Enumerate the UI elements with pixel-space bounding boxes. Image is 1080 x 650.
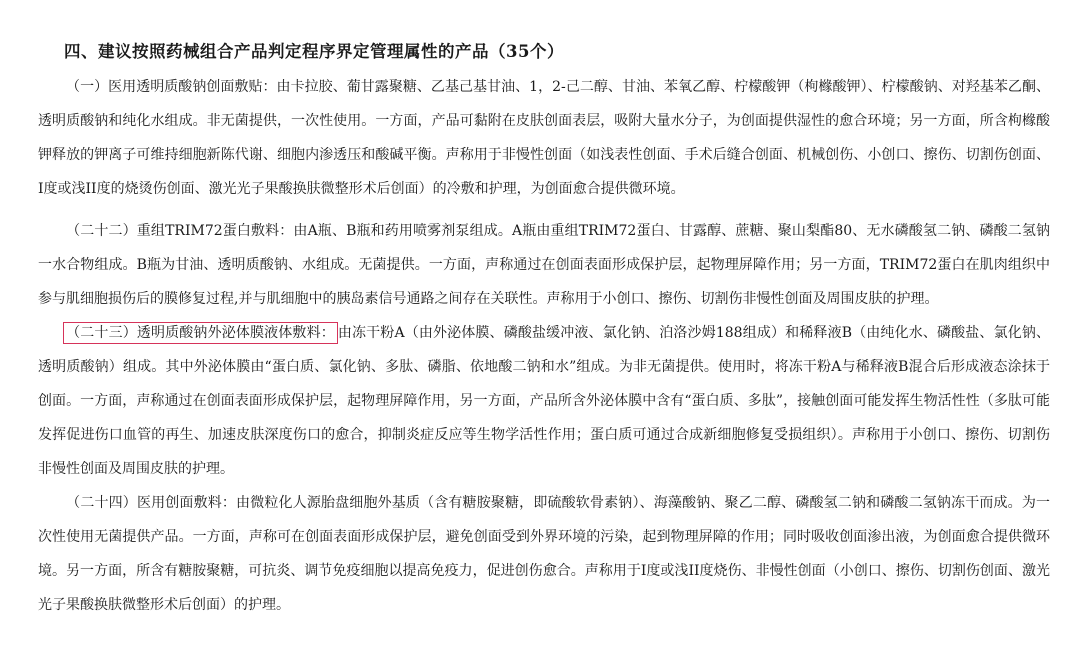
paragraph-text: （二十二）重组TRIM72蛋白敷料：由A瓶、B瓶和药用喷雾剂泵组成。A瓶由重组TRIM72蛋白、甘露醇、蔗糖、聚山梨酯80、无水磷酸氢二钠、磷酸二氢钠一水合物组成。B瓶为甘油、透明质酸钠、水组成。无菌提供。一方面，声称通过在创面表面形成保护层，起物理屏障作用；另一方面，TRIM72蛋白在肌肉组织中参与肌细胞损伤后的膜修复过程,并与肌细胞中的胰岛素信号通路之间存在关联性。声称用于小创口、擦伤、切割伤非慢性创面及周围皮肤的护理。 bbox=[38, 223, 1050, 307]
paragraph-text: （一）医用透明质酸钠创面敷贴：由卡拉胶、葡甘露聚糖、乙基己基甘油、1，2-己二醇、甘油、苯氧乙醇、柠檬酸钾（枸橼酸钾）、柠檬酸钠、对羟基苯乙酮、透明质酸钠和纯化水组成。非无菌提供，一次性使用。一方面，产品可黏附在皮肤创面表层，吸附大量水分子，为创面提供湿性的愈合环境；另一方面，所含枸橼酸钾释放的钾离子可维持细胞新陈代谢、细胞内渗透压和酸碱平衡。声称用于非慢性创面（如浅表性创面、手术后缝合创面、机械创伤、小创口、擦伤、切割伤创面、I度或浅II度的烧烫伤创面、激光光子果酸换肤微整形术后创面）的冷敷和护理，为创面愈合提供微环境。 bbox=[38, 79, 1050, 197]
section-heading: 四、建议按照药械组合产品判定程序界定管理属性的产品（35个） bbox=[64, 42, 564, 61]
paragraph-item-22 bbox=[38, 214, 1050, 316]
paragraph-item-24 bbox=[38, 486, 1050, 622]
paragraph-item-23 bbox=[38, 316, 1050, 486]
highlighted-product-name: （二十三）透明质酸钠外泌体膜液体敷料： bbox=[63, 322, 338, 344]
paragraph-text: （二十四）医用创面敷料：由微粒化人源胎盘细胞外基质（含有糖胺聚糖，即硫酸软骨素钠）、海藻酸钠、聚乙二醇、磷酸氢二钠和磷酸二氢钠冻干而成。为一次性使用无菌提供产品。一方面，声称可在创面表面形成保护层，避免创面受到外界环境的污染，起到物理屏障的作用；同时吸收创面渗出液，为创面愈合提供微环境。另一方面，所含有糖胺聚糖，可抗炎、调节免疫细胞以提高免疫力，促进创伤愈合。声称用于I度或浅II度烧伤、非慢性创面（小创口、擦伤、切割伤创面、激光光子果酸换肤微整形术后创面）的护理。 bbox=[38, 495, 1050, 613]
paragraph-item-1 bbox=[38, 70, 1050, 206]
paragraph-text: 由冻干粉A（由外泌体膜、磷酸盐缓冲液、氯化钠、泊洛沙姆188组成）和稀释液B（由纯化水、磷酸盐、氯化钠、透明质酸钠）组成。其中外泌体膜由“蛋白质、氯化钠、多肽、磷脂、依地酸二钠和水”组成。为非无菌提供。使用时，将冻干粉A与稀释液B混合后形成液态涂抹于创面。一方面，声称通过在创面表面形成保护层，起物理屏障作用，另一方面，产品所含外泌体膜中含有“蛋白质、多肽”，接触创面可能发挥生物活性性（多肽可能发挥促进伤口血管的再生、加速皮肤深度伤口的愈合，抑制炎症反应等生物学活性作用；蛋白质可通过合成新细胞修复受损组织）。声称用于小创口、擦伤、切割伤非慢性创面及周围皮肤的护理。 bbox=[38, 325, 1051, 477]
